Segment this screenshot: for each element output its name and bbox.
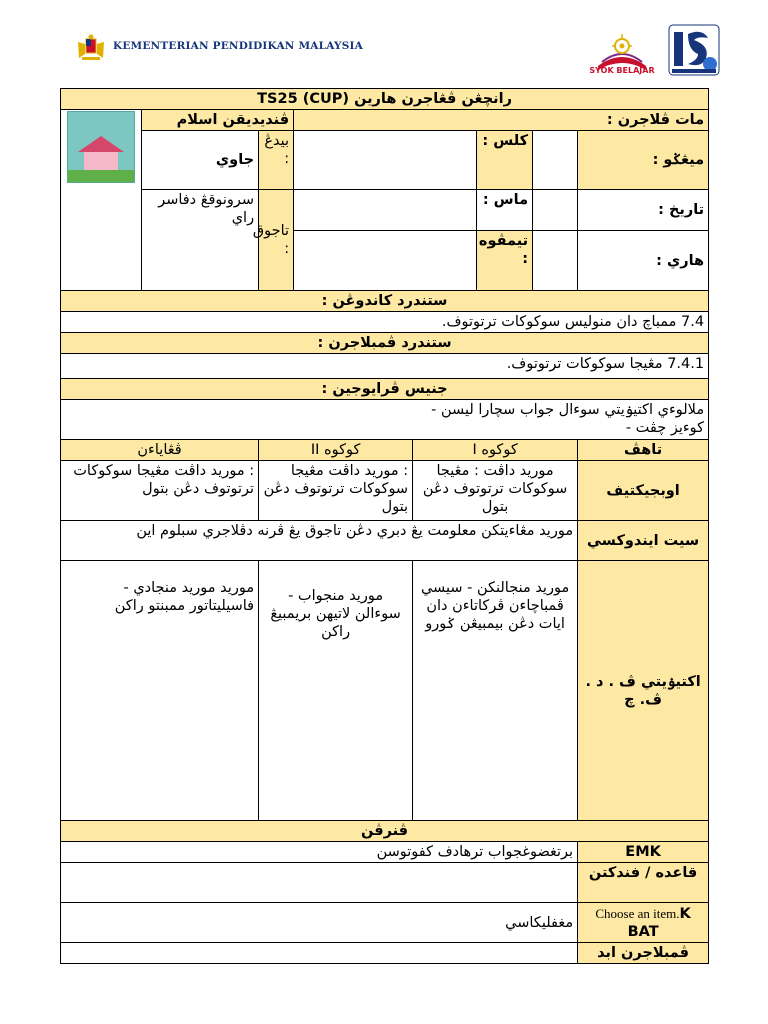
activity-label: اکتيۏيتي ڤ . د . ڤ. چ (578, 561, 709, 821)
level-1-header: کوکوه I (413, 440, 578, 461)
activity-level-2: موريد منجواب - سوءالن لاتيهن بريمبيڠ راکن (259, 561, 413, 821)
activity-level-3: موريد موريد منجادي - فاسيليتاتور ممبنتو راکن (61, 561, 259, 821)
date-value (533, 190, 578, 231)
activity-level-1: موريد منجالنکن - سيسي ڤمباچاءن ڤرکاتاءن دان ايات دڠن بيمبيڠن ݢورو (413, 561, 578, 821)
method-label: قاعده / فندکتن (578, 863, 709, 903)
subject-label: مات ڤلاجرن : (294, 110, 709, 131)
emk-label: EMK (578, 842, 709, 863)
field-value: جاوي (142, 131, 259, 190)
theme-value (294, 231, 477, 291)
success-criteria-value: موريد مڠاءيتکن معلومت يڠ دبري دڠن تاجوق يڠ ڤرنه دڤلاجري سبلوم اين (61, 521, 578, 561)
page-header (0, 0, 768, 88)
objective-label: اوبجيکتيف (578, 461, 709, 521)
level-2-header: کوکوه II (259, 440, 413, 461)
level-header: تاهڤ (578, 440, 709, 461)
method-value (61, 863, 578, 903)
content-standard-label: ستندرد کاندوڠن : (61, 291, 709, 312)
week-value (533, 131, 578, 190)
assessment-item-1: ملالوءي اکتيۏيتي سوءال جواب سچارا ليسن - (431, 402, 705, 418)
lesson-plan-table (60, 88, 709, 964)
objective-level-2: : موريد داڤت مڠيجا سوکوکات ترتوتوف دڠن بتول (259, 461, 413, 521)
time-label: ماس : (477, 190, 533, 231)
kbat-label: K BAT (627, 905, 691, 940)
abm-value (61, 943, 578, 964)
emk-value: برتغضوغجواب ترهادف کفوتوسن (61, 842, 578, 863)
application-label: ڤنرڤن (61, 821, 709, 842)
learning-standard-value: 7.4.1 مڠيجا سوکوکات ترتوتوف. (61, 354, 709, 379)
syok-belajar-text: SYOK BELAJAR (589, 66, 655, 75)
subject-value: ڤنديديقن اسلام (142, 110, 294, 131)
objective-level-1: موريد داڤت : مڠيجا سوکوکات ترتوتوف دڠن بتول (413, 461, 578, 521)
day-value (533, 231, 578, 291)
topic-label: تاجوق : (259, 190, 294, 291)
class-label: کلس : (477, 131, 533, 190)
textbook-cover-image (67, 111, 135, 183)
kbat-cell (578, 903, 709, 943)
ts25-logo (668, 24, 720, 78)
assessment-type-label: جنيس ڤرايوجين : (61, 379, 709, 400)
textbook-cover-cell (61, 110, 142, 291)
ministry-name: KEMENTERIAN PENDIDIKAN MALAYSIA (113, 40, 363, 52)
class-value (294, 131, 477, 190)
kbat-choose-item[interactable]: Choose an item. (595, 905, 680, 921)
assessment-item-2: کوءيز چڤت - (625, 420, 705, 436)
level-3-header: ڤڠاياءن (61, 440, 259, 461)
learning-standard-label: ستندرد ڤمبلاجرن : (61, 333, 709, 354)
plan-title: رانچڠن ڤڠاجرن هارين (TS25 (CUP (61, 89, 709, 110)
day-label: هاري : (578, 231, 709, 291)
theme-label: تيمڤوه : (477, 231, 533, 291)
content-standard-value: 7.4 ممباچ دان منوليس سوکوکات ترتوتوف. (61, 312, 709, 333)
success-criteria-label: سيت ايندوکسي (578, 521, 709, 561)
objective-level-3: : موريد داڤت مڠيجا سوکوکات ترتوتوف دڠن بتول (61, 461, 259, 521)
time-value (294, 190, 477, 231)
abm-label: ڤمبلاجرن ابد (578, 943, 709, 964)
field-label: بيدڠ : (259, 131, 294, 190)
assessment-type-value (61, 400, 709, 440)
date-label: تاريخ : (578, 190, 709, 231)
topic-value: سرونوقڠ دفاسر راي (142, 190, 259, 291)
week-label: ميڠݢو : (578, 131, 709, 190)
kbat-value: مغفليکاسي (61, 903, 578, 943)
malaysia-crest-icon (74, 34, 108, 62)
